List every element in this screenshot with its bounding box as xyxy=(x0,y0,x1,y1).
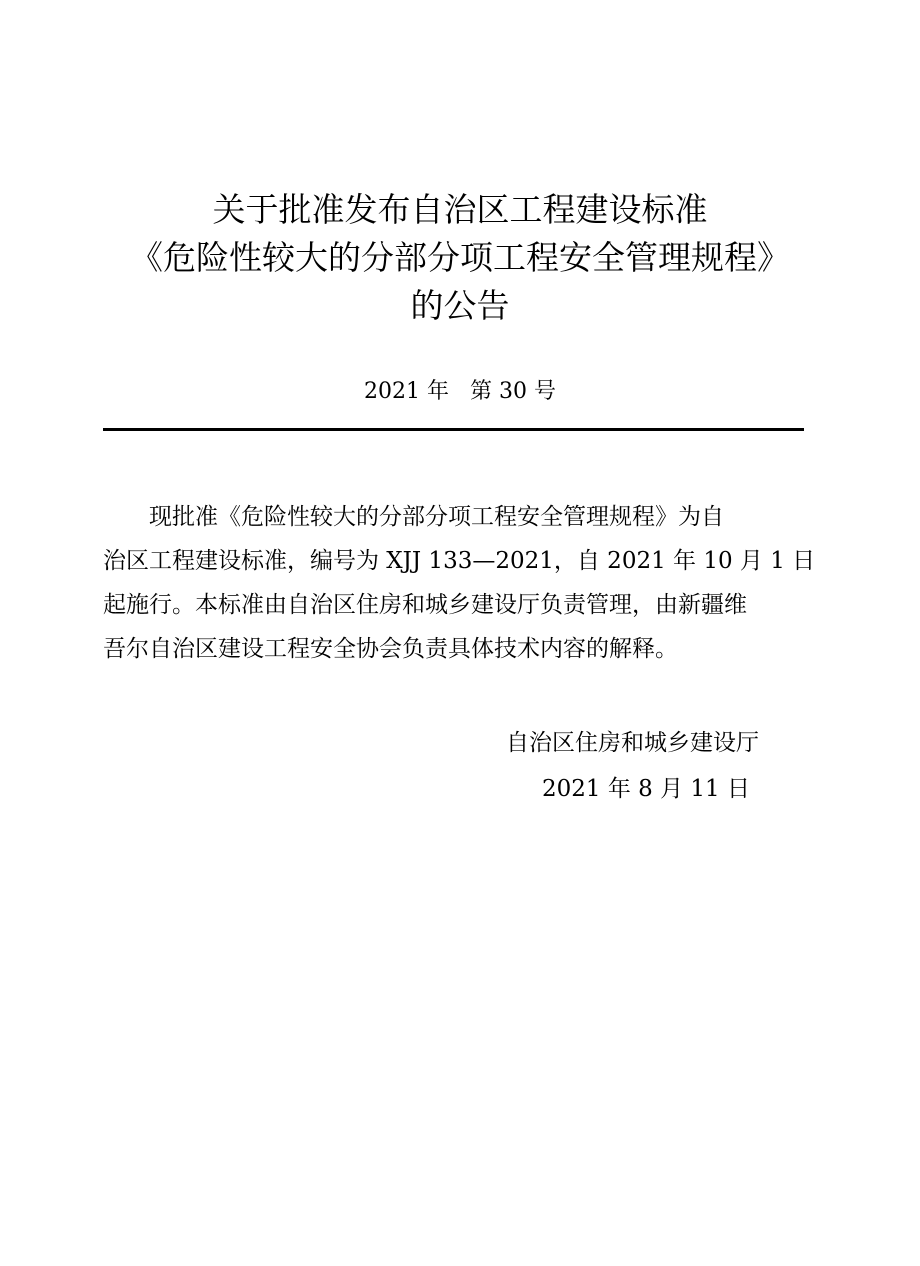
body-line-4: 吾尔自治区建设工程安全协会负责具体技术内容的解释。 xyxy=(103,636,678,662)
body-line-1: 现批准《危险性较大的分部分项工程安全管理规程》为自 xyxy=(149,504,724,530)
title-line-3: 的公告 xyxy=(410,286,510,325)
announcement-title xyxy=(100,186,820,330)
header-divider xyxy=(103,428,804,431)
title-line-1: 关于批准发布自治区工程建设标准 xyxy=(212,190,708,229)
document-number: 2021 年 第 30 号 xyxy=(364,379,556,404)
signature-block xyxy=(460,720,800,812)
body-line-2: 治区工程建设标准，编号为 XJJ 133—2021，自 2021 年 10 月 1 日 xyxy=(103,548,816,574)
title-line-2: 《危险性较大的分部分项工程安全管理规程》 xyxy=(130,238,790,277)
body-line-3: 起施行。本标准由自治区住房和城乡建设厅负责管理，由新疆维 xyxy=(103,592,747,618)
issue-date: 2021 年 8 月 11 日 xyxy=(542,776,750,802)
issuing-organization: 自治区住房和城乡建设厅 xyxy=(506,730,759,756)
announcement-body xyxy=(103,495,816,671)
